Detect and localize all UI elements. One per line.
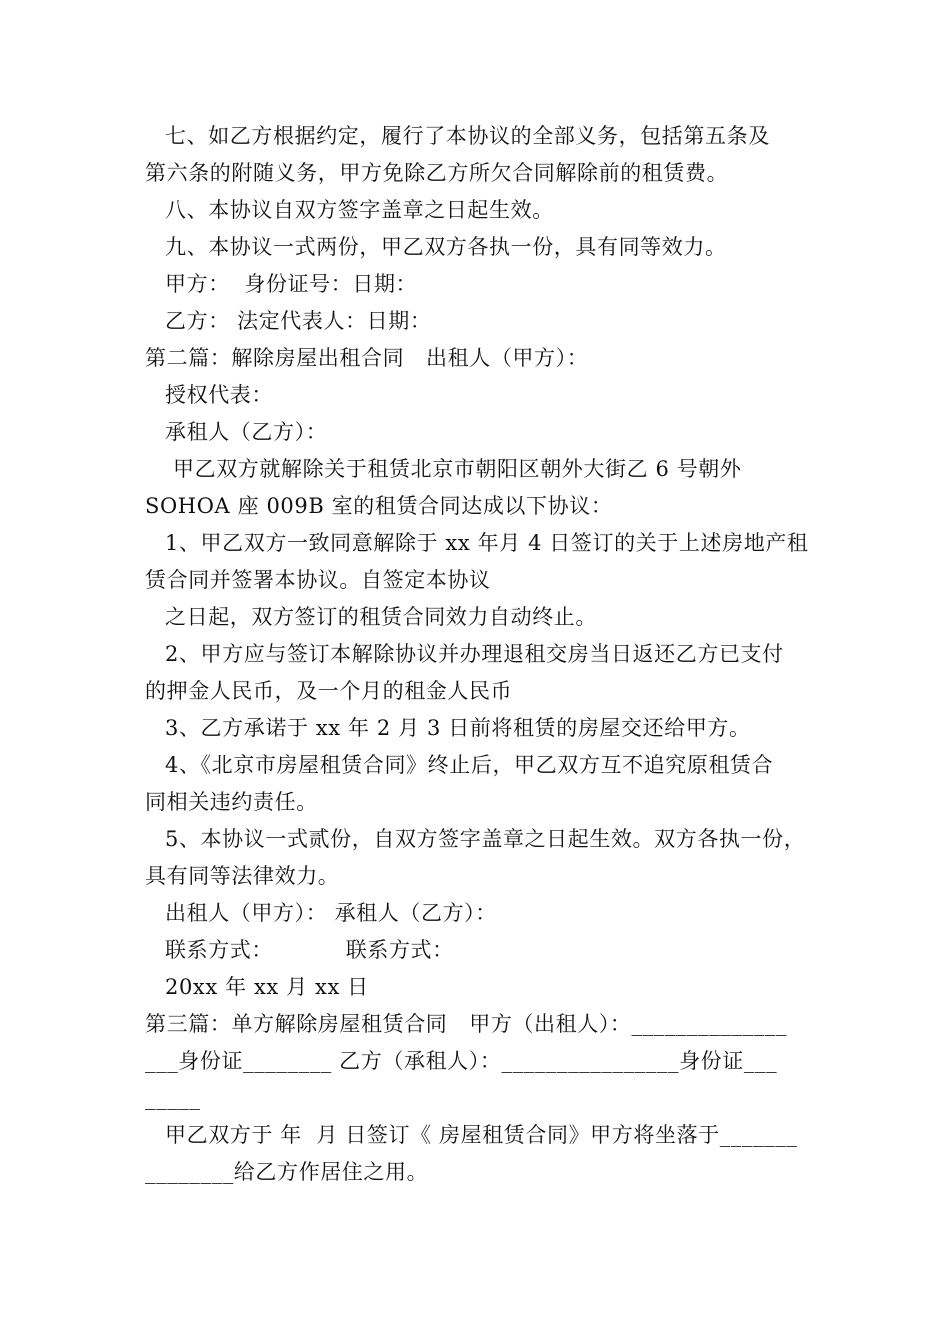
text-line: 5、本协议一式贰份，自双方签字盖章之日起生效。双方各执一份，	[165, 827, 806, 851]
text-line: 具有同等法律效力。	[145, 864, 340, 888]
text-line: 乙方： 法定代表人：日期：	[165, 309, 432, 333]
section-heading: 第二篇：解除房屋出租合同 出租人（甲方）：	[145, 346, 589, 370]
date-line: 20xx 年 xx 月 xx 日	[165, 975, 369, 999]
text-line: 甲乙双方于 年 月 日签订《 房屋租赁合同》甲方将坐落于_______	[165, 1123, 798, 1147]
section-heading: 第三篇：单方解除房屋租赁合同 甲方（出租人）：______________	[145, 1012, 787, 1036]
text-line: 1、甲乙双方一致同意解除于 xx 年月 4 日签订的关于上述房地产租	[165, 531, 809, 555]
text-line: SOHOA 座 009B 室的租赁合同达成以下协议：	[145, 494, 613, 518]
text-line: 第六条的附随义务，甲方免除乙方所欠合同解除前的租赁费。	[145, 161, 729, 185]
text-line: 4、《北京市房屋租赁合同》终止后，甲乙双方互不追究原租赁合	[165, 753, 774, 777]
text-line: 甲乙双方就解除关于租赁北京市朝阳区朝外大街乙 6 号朝外	[173, 457, 742, 481]
text-line: 联系方式： 联系方式：	[165, 938, 454, 962]
text-line: 同相关违约责任。	[145, 790, 318, 814]
text-line: 承租人（乙方）：	[165, 420, 328, 444]
text-line: 七、如乙方根据约定，履行了本协议的全部义务，包括第五条及	[165, 124, 770, 148]
text-line: 出租人（甲方）： 承租人（乙方）：	[165, 901, 497, 925]
text-line: 的押金人民币，及一个月的租金人民币	[145, 679, 513, 703]
text-line: 八、本协议自双方签字盖章之日起生效。	[165, 198, 554, 222]
text-line: 3、乙方承诺于 xx 年 2 月 3 日前将租赁的房屋交还给甲方。	[165, 716, 751, 740]
text-line: _____	[145, 1086, 201, 1110]
text-line: ___身份证________ 乙方（承租人）：________________身份证___	[145, 1049, 778, 1073]
text-line: ________给乙方作居住之用。	[145, 1160, 429, 1184]
text-line: 九、本协议一式两份，甲乙双方各执一份，具有同等效力。	[165, 235, 727, 259]
text-line: 之日起，双方签订的租赁合同效力自动终止。	[165, 605, 597, 629]
text-line: 赁合同并签署本协议。自签定本协议	[145, 568, 491, 592]
text-line: 2、甲方应与签订本解除协议并办理退租交房当日返还乙方已支付	[165, 642, 784, 666]
text-line: 授权代表：	[165, 383, 273, 407]
text-line: 甲方： 身份证号：日期：	[165, 272, 418, 296]
document-page	[145, 118, 825, 1191]
